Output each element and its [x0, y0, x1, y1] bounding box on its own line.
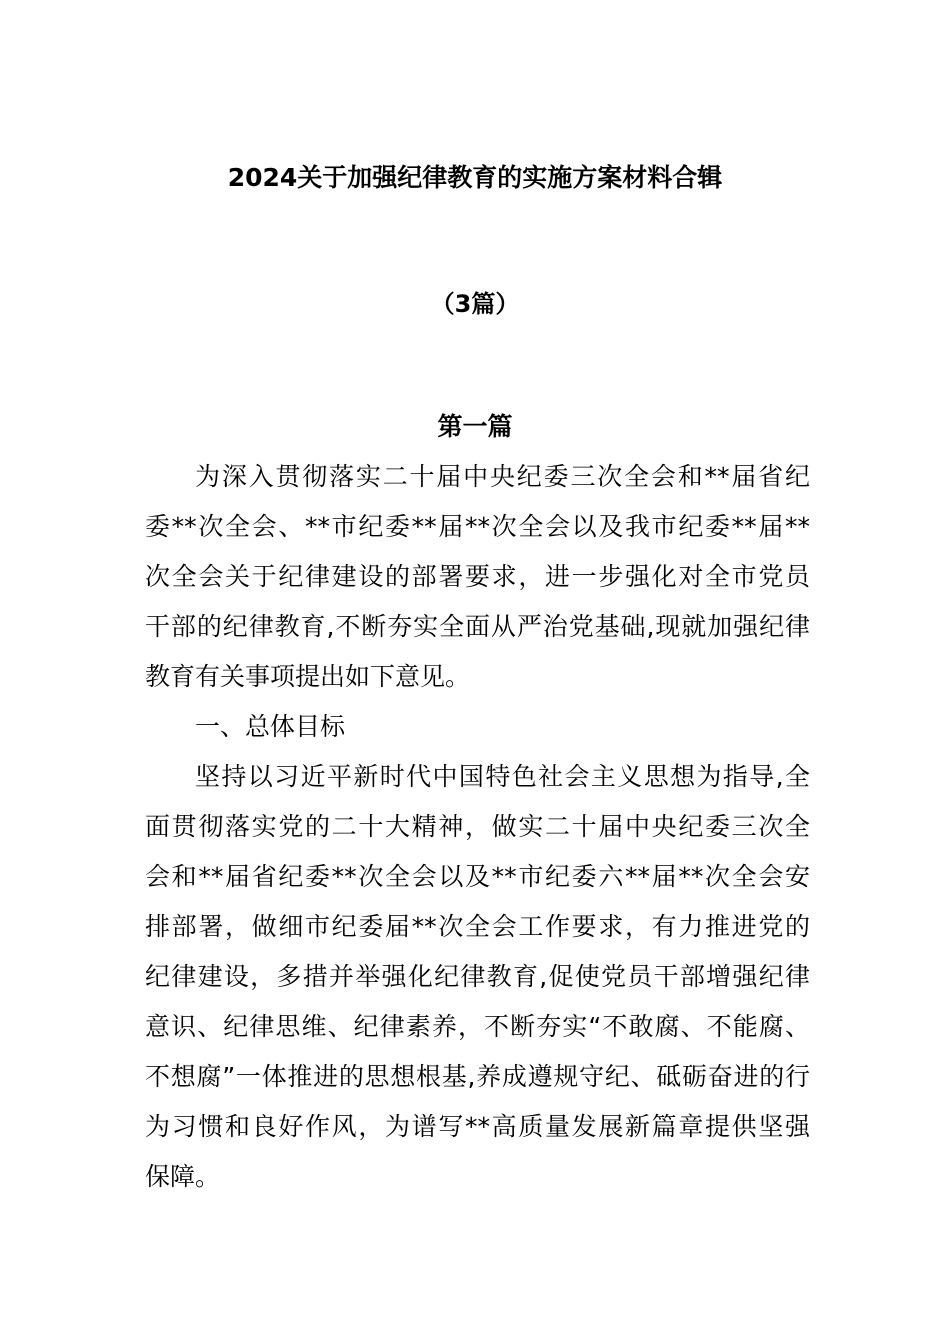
text-line: 保障。 [145, 1162, 221, 1191]
text-line: 面贯彻落实党的二十大精神，做实二十届中央纪委三次全 [145, 812, 810, 841]
section-heading: 第一篇 [437, 412, 513, 441]
text-line: 纪律建设，多措并举强化纪律教育,促使党员干部增强纪律 [145, 962, 810, 991]
paragraph-intro [145, 452, 810, 702]
text-line: 会和**届省纪委**次全会以及**市纪委六**届**次全会安 [145, 862, 810, 891]
text-line: 意识、纪律思维、纪律素养，不断夯实“不敢腐、不能腐、 [145, 1012, 810, 1041]
text-line: 委**次全会、**市纪委**届**次全会以及我市纪委**届** [145, 512, 810, 541]
text-line: 教育有关事项提出如下意见。 [145, 662, 471, 691]
text-line: 坚持以习近平新时代中国特色社会主义思想为指导,全 [195, 762, 810, 791]
paragraph-overall-goal [145, 752, 810, 1202]
document-subtitle: （3篇） [430, 290, 520, 318]
document-body [145, 452, 810, 1202]
document-title: 2024关于加强纪律教育的实施方案材料合辑 [227, 163, 723, 192]
text-line: 次全会关于纪律建设的部署要求，进一步强化对全市党员 [145, 562, 810, 591]
text-line: 排部署，做细市纪委届**次全会工作要求，有力推进党的 [145, 912, 810, 941]
subsection-heading: 一、总体目标 [195, 712, 346, 741]
text-line: 干部的纪律教育,不断夯实全面从严治党基础,现就加强纪律 [145, 612, 810, 641]
text-line: 为习惯和良好作风，为谱写**高质量发展新篇章提供坚强 [145, 1112, 810, 1141]
text-line: 为深入贯彻落实二十届中央纪委三次全会和**届省纪 [195, 462, 810, 491]
paragraph-heading-overall-goal [145, 702, 810, 752]
text-line: 不想腐”一体推进的思想根基,养成遵规守纪、砥砺奋进的行 [145, 1062, 810, 1091]
